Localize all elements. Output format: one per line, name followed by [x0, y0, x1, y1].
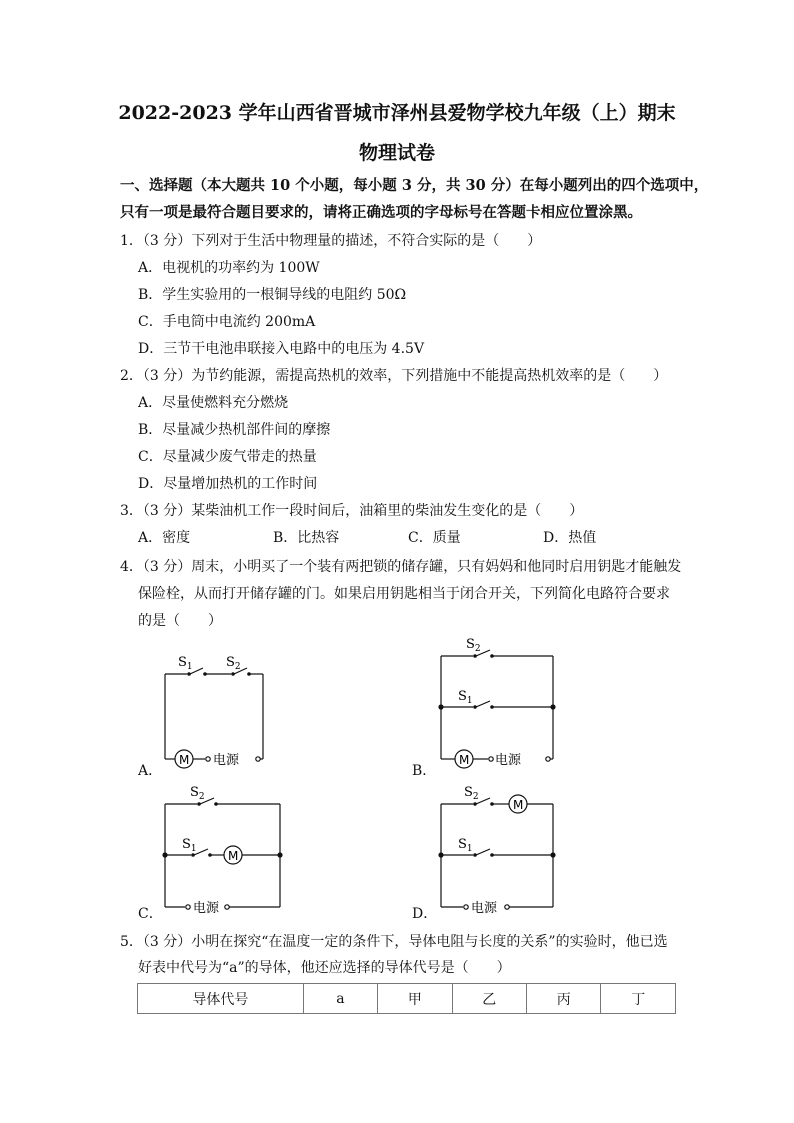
circuit-a-diagram	[150, 648, 280, 778]
q2-option-d: D．尽量增加热机的工作时间	[138, 476, 318, 492]
table-header-cell: 丙	[527, 984, 601, 1014]
conductor-table	[137, 983, 676, 1014]
motor-icon: M	[179, 753, 190, 767]
switch-s2-label: $S_2$	[466, 637, 481, 654]
power-source-label: 电源	[213, 753, 240, 768]
switch-s2-label: $S_2$	[464, 785, 479, 802]
circuit-a-label: A．	[138, 763, 163, 779]
motor-icon: M	[513, 798, 524, 812]
q3-option-d: D．热值	[543, 530, 597, 546]
question-2-stem: 2．（3 分）为节约能源，需提高热机的效率，下列措施中不能提高热机效率的是（ ）	[120, 368, 668, 384]
q1-option-a: A．电视机的功率约为 100W	[138, 260, 320, 276]
power-source-label: 电源	[495, 753, 522, 768]
switch-s2-label: $S_2$	[226, 655, 241, 672]
circuit-d-label: D．	[412, 906, 438, 922]
question-4-stem-line2: 保险栓，从而打开储存罐的门。如果启用钥匙相当于闭合开关，下列简化电路符合要求	[138, 586, 670, 602]
paper-title-line2: 物理试卷	[358, 142, 435, 164]
switch-s1-label: $S_1$	[178, 655, 193, 672]
switch-s1-label: $S_1$	[182, 837, 197, 854]
section-heading-line2: 只有一项是最符合题目要求的，请将正确选项的字母标号在答题卡相应位置涂黑。	[120, 204, 642, 221]
table-row	[138, 984, 676, 1014]
motor-icon: M	[228, 849, 239, 863]
q1-option-b: B．学生实验用的一根铜导线的电阻约 50Ω	[138, 287, 407, 303]
switch-s1-label: $S_1$	[458, 837, 473, 854]
q3-option-a: A．密度	[138, 530, 191, 546]
table-header-cell: 丁	[601, 984, 676, 1014]
q2-option-b: B．尽量减少热机部件间的摩擦	[138, 422, 331, 438]
table-header-cell: 导体代号	[138, 984, 304, 1014]
section-heading-line1: 一、选择题（本大题共 10 个小题，每小题 3 分，共 30 分）在每小题列出的四个选项中，	[120, 177, 709, 194]
question-1-stem: 1．（3 分）下列对于生活中物理量的描述，不符合实际的是（ ）	[120, 233, 542, 249]
table-header-cell: 甲	[378, 984, 452, 1014]
switch-s2-label: $S_2$	[190, 785, 205, 802]
circuit-b-label: B．	[412, 763, 437, 779]
circuit-d-diagram	[428, 782, 568, 922]
circuit-b-diagram	[428, 632, 568, 778]
q3-option-b: B．比热容	[273, 530, 340, 546]
table-header-cell: 乙	[452, 984, 526, 1014]
circuit-c-diagram	[152, 782, 292, 922]
q2-option-c: C．尽量减少废气带走的热量	[138, 449, 317, 465]
switch-s1-label: $S_1$	[458, 689, 473, 706]
motor-icon: M	[459, 753, 470, 767]
circuit-c-label: C．	[138, 906, 163, 922]
paper-title-line1: 2022-2023 学年山西省晋城市泽州县爱物学校九年级（上）期末	[118, 102, 676, 124]
question-4-stem-line1: 4．（3 分）周末，小明买了一个装有两把锁的储存罐，只有妈妈和他同时启用钥匙才能触发	[120, 559, 682, 575]
question-5-stem-line1: 5．（3 分）小明在探究“在温度一定的条件下，导体电阻与长度的关系”的实验时，他已选	[120, 934, 668, 950]
power-source-label: 电源	[471, 901, 498, 916]
table-header-cell: a	[303, 984, 377, 1014]
question-3-stem: 3．（3 分）某柴油机工作一段时间后，油箱里的柴油发生变化的是（ ）	[120, 503, 584, 519]
question-5-stem-line2: 好表中代号为“a”的导体，他还应选择的导体代号是（ ）	[138, 960, 511, 976]
q1-option-c: C．手电筒中电流约 200mA	[138, 314, 316, 330]
question-4-stem-line3: 的是（ ）	[138, 613, 222, 629]
q3-option-c: C．质量	[408, 530, 461, 546]
power-source-label: 电源	[193, 901, 220, 916]
q2-option-a: A．尽量使燃料充分燃烧	[138, 395, 289, 411]
q1-option-d: D．三节干电池串联接入电路中的电压为 4.5V	[138, 341, 425, 357]
